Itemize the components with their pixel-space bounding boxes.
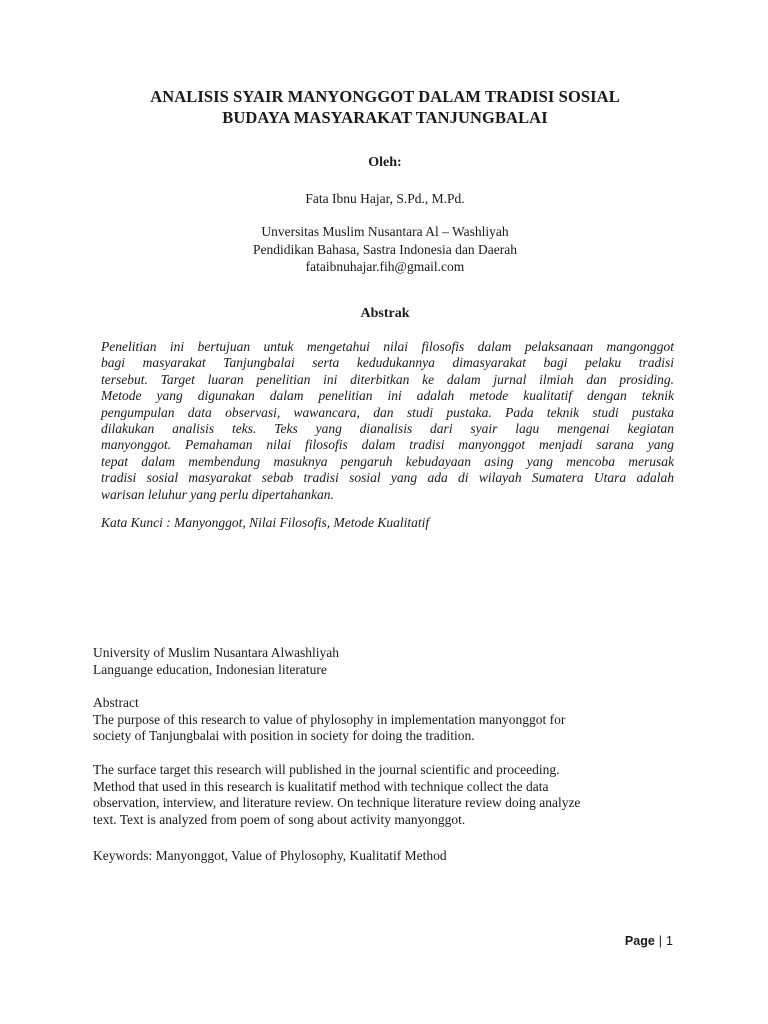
english-keywords: Keywords: Manyonggot, Value of Phylosophy, Kualitatif Method	[93, 848, 447, 863]
author-email: fataibnuhajar.fih@gmail.com	[305, 259, 465, 274]
affiliation-block	[90, 223, 680, 276]
english-abstract-heading: Abstract	[93, 695, 139, 710]
abstrak-line: tersebut. Target luaran penelitian ini diterbitkan ke dalam jurnal ilmiah dan prosiding.	[101, 371, 674, 387]
abstrak-line: bagi masyarakat Tanjungbalai serta kedudukannya dimasyarakat bagi pelaku tradisi	[101, 355, 674, 371]
page-separator: |	[658, 934, 663, 948]
abstrak-line: tradisi sosial masyarakat sebab tradisi sosial yang ada di wilayah Sumatera Utara adalah	[101, 470, 674, 486]
abstrak-line: pengumpulan data observasi, wawancara, dan studi pustaka. Pada teknik studi pustaka	[101, 404, 674, 420]
english-abstract	[93, 695, 673, 745]
abstrak-line: tepat dalam membendung masuknya pengaruh kebudayaan asing yang mencoba merusak	[101, 453, 674, 469]
abstrak-heading: Abstrak	[360, 306, 410, 321]
english-affiliation	[93, 645, 673, 678]
author-name: Fata Ibnu Hajar, S.Pd., M.Pd.	[305, 191, 465, 206]
abstrak-line: manyonggot. Pemahaman nilai filosofis dalam tradisi manyonggot menjadi sarana yang	[101, 437, 674, 453]
abstrak-line: Metode yang digunakan dalam penelitian ini adalah metode kualitatif dengan teknik	[101, 388, 674, 404]
english-method-line: observation, interview, and literature review. On technique literature review doing analyze	[93, 795, 581, 811]
abstrak-body	[101, 339, 674, 503]
english-method-paragraph	[93, 762, 673, 828]
title-line-2: BUDAYA MASYARAKAT TANJUNGBALAI	[222, 108, 548, 127]
english-abstract-line: society of Tanjungbalai with position in society for doing the tradition.	[93, 728, 475, 744]
english-method-line: Method that used in this research is kualitatif method with technique collect the data	[93, 778, 549, 794]
english-method-line: text. Text is analyzed from poem of song about activity manyonggot.	[93, 811, 466, 827]
english-method-line: The surface target this research will published in the journal scientific and proceeding.	[93, 762, 560, 777]
oleh-label: Oleh:	[368, 155, 402, 170]
title-line-1: ANALISIS SYAIR MANYONGGOT DALAM TRADISI SOSIAL	[150, 87, 620, 106]
page-label: Page	[624, 934, 655, 948]
abstrak-line: warisan leluhur yang perlu dipertahankan.	[101, 486, 334, 502]
affiliation-department: Pendidikan Bahasa, Sastra Indonesia dan Daerah	[253, 241, 517, 257]
page-number: 1	[666, 934, 673, 948]
page-footer	[625, 934, 673, 948]
english-department: Languange education, Indonesian literature	[93, 661, 327, 677]
english-abstract-line: The purpose of this research to value of phylosophy in implementation manyonggot for	[93, 711, 566, 727]
english-university: University of Muslim Nusantara Alwashliyah	[93, 645, 339, 660]
abstrak-line: dilakukan analisis teks. Teks yang dianalisis dari syair lagu mengenai kegiatan	[101, 421, 674, 437]
kata-kunci: Kata Kunci : Manyonggot, Nilai Filosofis, Metode Kualitatif	[101, 515, 430, 530]
paper-title	[90, 86, 680, 128]
abstrak-line: Penelitian ini bertujuan untuk mengetahui nilai filosofis dalam pelaksanaan mangonggot	[101, 339, 674, 354]
affiliation-university: Unversitas Muslim Nusantara Al – Washliyah	[261, 224, 509, 239]
